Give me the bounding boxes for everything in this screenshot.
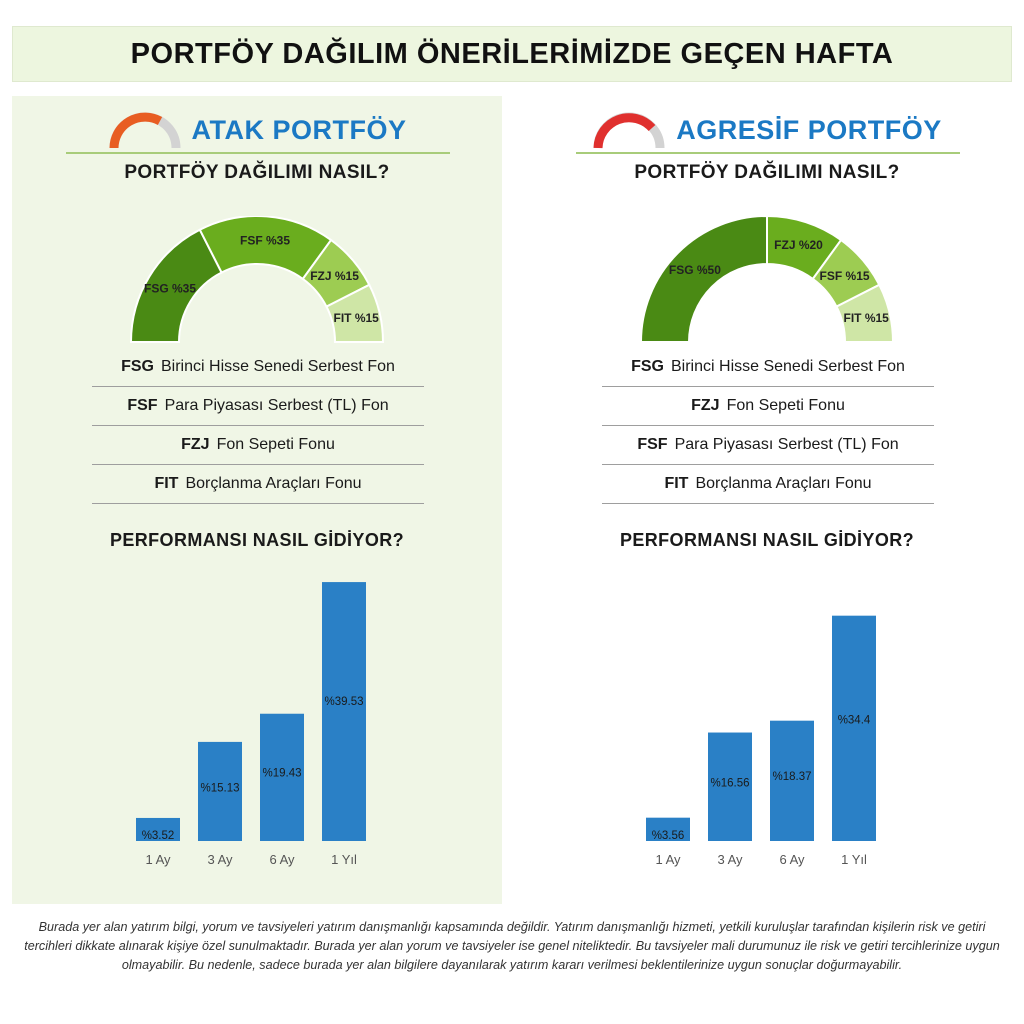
bar-value-label: %18.37 xyxy=(772,771,812,784)
allocation-donut-chart xyxy=(117,216,397,346)
legend-text: Birinci Hisse Senedi Serbest Fon xyxy=(671,358,905,375)
donut-slice-label: FSF %35 xyxy=(239,233,291,248)
legend-code: FSG xyxy=(121,358,154,375)
bar-value-label: %19.43 xyxy=(262,767,302,780)
panel-agresif xyxy=(522,96,1012,904)
panel-atak xyxy=(12,96,502,904)
donut-slice-label: FSG %50 xyxy=(668,262,721,277)
legend-code: FSF xyxy=(637,436,668,453)
donut-slice-fsg xyxy=(641,216,767,342)
legend-code: FZJ xyxy=(181,436,210,453)
legal-disclaimer: Burada yer alan yatırım bilgi, yorum ve tavsiyeleri yatırım danışmanlığı kapsamında değildir. Yatırım danışmanlığı hizmeti, yetkili kuruluşlar tarafından kişilerin risk ve getiri tercihleri dikkate alınarak kişiye özel sunulmaktadır. Burada yer alan yorum ve tavsiyeler ise genel niteliktedir. Bu tavsiyeler mali durumunuz ile risk ve getiri tercihlerinize uygun olmayabilir. Bu nedenle, sadece burada yer alan bilgilere dayanılarak yatırım kararı verilmesi beklentilerinize uygun sonuçlar doğurmayabilir. xyxy=(24,920,1000,972)
legend-row xyxy=(602,387,934,426)
x-tick-label: 6 Ay xyxy=(269,852,295,867)
x-tick-label: 1 Ay xyxy=(145,852,171,867)
legend-row xyxy=(92,387,424,426)
bar-value-label: %39.53 xyxy=(324,696,364,709)
panel-title-atak xyxy=(12,110,502,150)
legend-row xyxy=(92,348,424,387)
legend-text: Fon Sepeti Fonu xyxy=(216,436,335,453)
risk-gauge-icon xyxy=(592,110,666,150)
legend-row xyxy=(92,426,424,465)
legend-row xyxy=(92,465,424,504)
donut-slice-label: FZJ %15 xyxy=(310,268,359,283)
bar-value-label: %16.56 xyxy=(710,777,750,790)
performance-bar-chart xyxy=(612,576,922,886)
bar-value-label: %3.56 xyxy=(651,830,685,842)
bar-value-label: %15.13 xyxy=(200,782,240,795)
donut-slice-label: FIT %15 xyxy=(843,311,889,326)
page-title: PORTFÖY DAĞILIM ÖNERİLERİMİZDE GEÇEN HAFTA xyxy=(130,37,894,70)
legend-row xyxy=(602,426,934,465)
title-divider xyxy=(66,152,450,154)
x-tick-label: 1 Yıl xyxy=(841,852,867,867)
x-tick-label: 3 Ay xyxy=(207,852,233,867)
panel-title-text: AGRESİF PORTFÖY xyxy=(676,114,942,145)
legend-text: Para Piyasası Serbest (TL) Fon xyxy=(674,436,899,453)
legend-text: Para Piyasası Serbest (TL) Fon xyxy=(164,397,389,414)
legend-code: FSF xyxy=(127,397,158,414)
x-tick-label: 1 Ay xyxy=(655,852,681,867)
x-tick-label: 6 Ay xyxy=(779,852,805,867)
bar-4 xyxy=(832,616,876,841)
donut-slice-label: FSG %35 xyxy=(144,281,197,296)
legend-row xyxy=(602,348,934,387)
page-title-bar xyxy=(12,26,1012,82)
performance-question: PERFORMANSI NASIL GİDİYOR? xyxy=(109,530,405,550)
bar-4 xyxy=(322,582,366,841)
allocation-donut-chart xyxy=(627,216,907,346)
legend-row xyxy=(602,465,934,504)
bar-value-label: %3.52 xyxy=(141,830,175,842)
legend-text: Borçlanma Araçları Fonu xyxy=(695,475,872,492)
legend-code: FSG xyxy=(631,358,664,375)
fund-legend xyxy=(92,348,424,504)
risk-gauge-fill xyxy=(114,117,160,148)
risk-gauge-icon xyxy=(108,110,182,150)
legend-code: FIT xyxy=(664,475,689,492)
title-divider xyxy=(576,152,960,154)
risk-gauge-fill xyxy=(598,118,652,148)
legend-code: FZJ xyxy=(691,397,720,414)
allocation-question: PORTFÖY DAĞILIMI NASIL? xyxy=(124,162,390,183)
panel-title-agresif xyxy=(522,110,1012,150)
legend-code: FIT xyxy=(154,475,179,492)
legend-text: Birinci Hisse Senedi Serbest Fon xyxy=(161,358,395,375)
x-tick-label: 1 Yıl xyxy=(331,852,357,867)
panel-title-text: ATAK PORTFÖY xyxy=(191,114,407,145)
legend-text: Fon Sepeti Fonu xyxy=(726,397,845,414)
performance-question: PERFORMANSI NASIL GİDİYOR? xyxy=(619,530,915,550)
performance-bar-chart xyxy=(102,576,412,886)
x-tick-label: 3 Ay xyxy=(717,852,743,867)
donut-slice-label: FZJ %20 xyxy=(774,237,823,252)
legend-text: Borçlanma Araçları Fonu xyxy=(185,475,362,492)
donut-slice-label: FIT %15 xyxy=(333,311,379,326)
donut-slice-label: FSF %15 xyxy=(819,268,870,283)
bar-value-label: %34.4 xyxy=(837,714,871,727)
fund-legend xyxy=(602,348,934,504)
allocation-question: PORTFÖY DAĞILIMI NASIL? xyxy=(634,162,900,183)
